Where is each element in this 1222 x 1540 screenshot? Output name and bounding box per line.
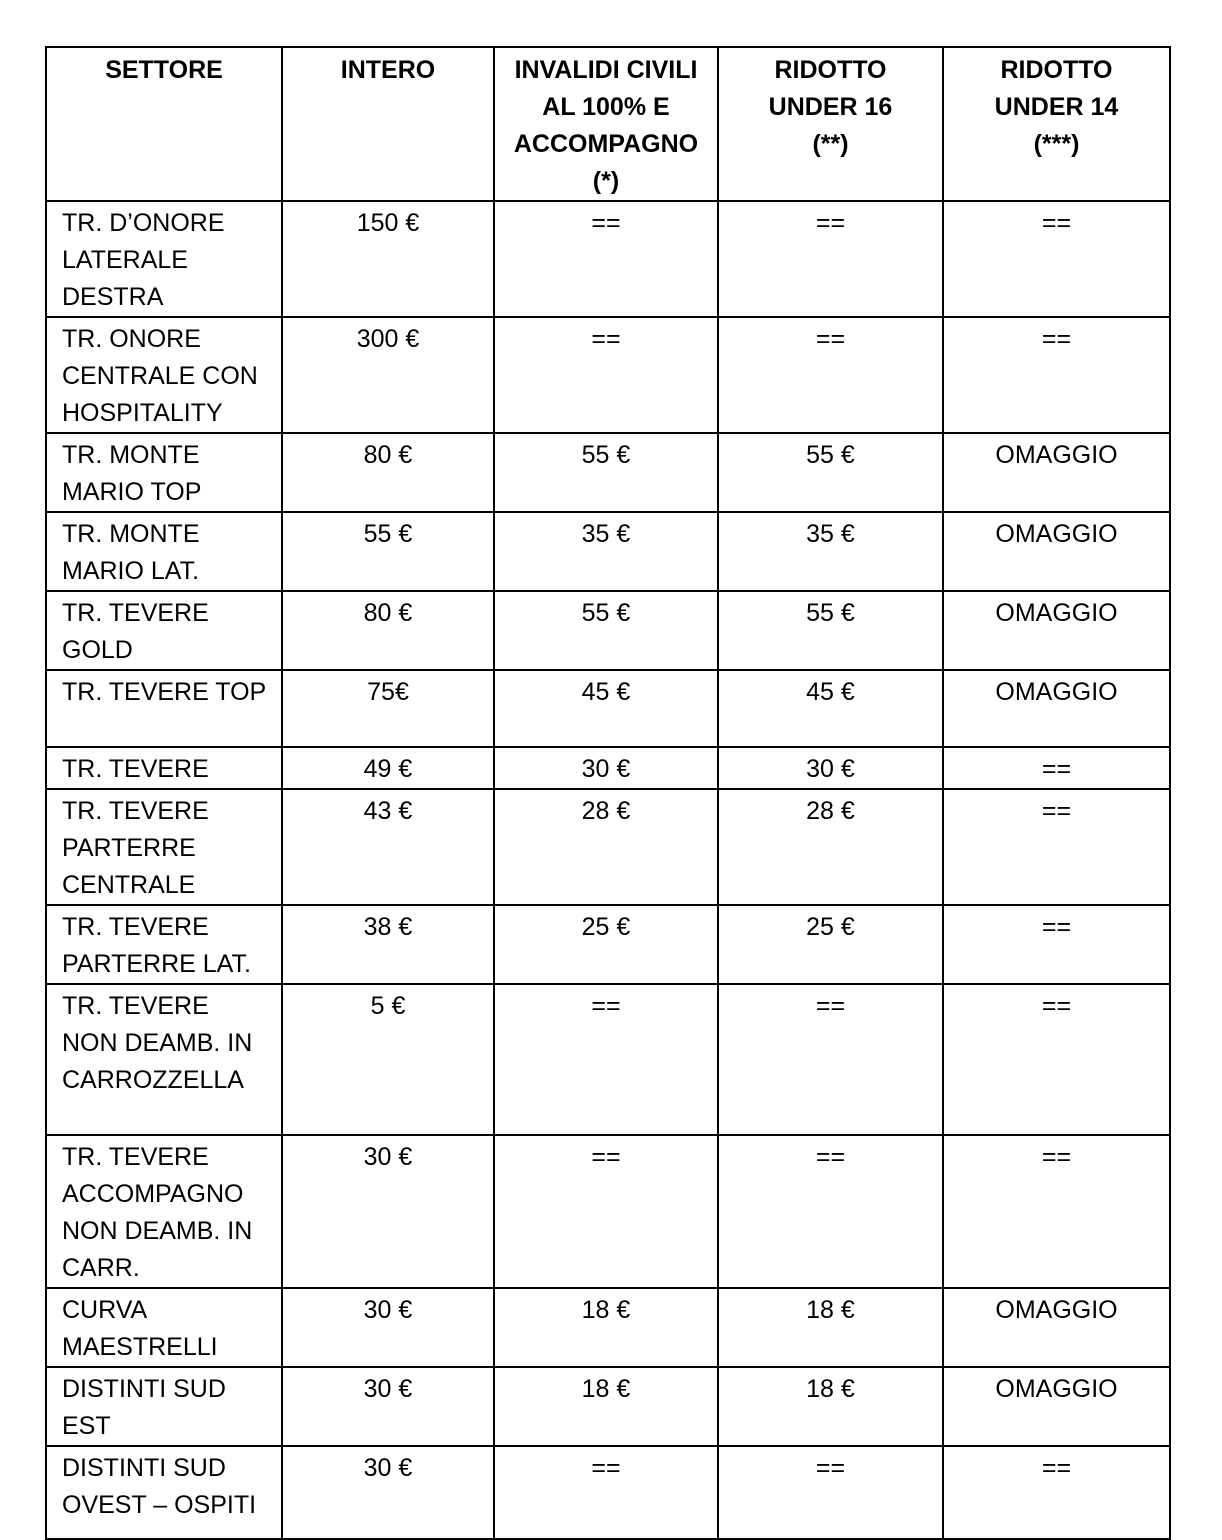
intero-cell: 38 €: [282, 905, 494, 984]
under16-cell: 18 €: [718, 1288, 943, 1367]
intero-cell: 43 €: [282, 789, 494, 905]
under16-cell: 25 €: [718, 905, 943, 984]
intero-cell: 75€: [282, 670, 494, 747]
under14-cell: OMAGGIO: [943, 670, 1170, 747]
under14-cell: ==: [943, 984, 1170, 1135]
intero-cell: 30 €: [282, 1446, 494, 1539]
under14-cell: ==: [943, 747, 1170, 789]
intero-cell: 49 €: [282, 747, 494, 789]
under14-cell: OMAGGIO: [943, 1288, 1170, 1367]
under14-cell: ==: [943, 789, 1170, 905]
table-row: [46, 1446, 1170, 1539]
sector-cell: CURVA MAESTRELLI: [46, 1288, 282, 1367]
table-row: [46, 512, 1170, 591]
table-row: [46, 670, 1170, 747]
sector-cell: TR. TEVERE GOLD: [46, 591, 282, 670]
under14-cell: ==: [943, 1135, 1170, 1288]
under14-cell: OMAGGIO: [943, 591, 1170, 670]
invalidi-cell: ==: [494, 984, 718, 1135]
sector-cell: TR. D’ONORE LATERALE DESTRA: [46, 201, 282, 317]
invalidi-cell: 45 €: [494, 670, 718, 747]
table-row: [46, 201, 1170, 317]
header-invalidi: INVALIDI CIVILI AL 100% E ACCOMPAGNO (*): [494, 47, 718, 201]
invalidi-cell: 55 €: [494, 433, 718, 512]
invalidi-cell: ==: [494, 317, 718, 433]
intero-cell: 30 €: [282, 1135, 494, 1288]
invalidi-cell: ==: [494, 1135, 718, 1288]
invalidi-cell: 18 €: [494, 1288, 718, 1367]
under16-cell: ==: [718, 201, 943, 317]
under14-cell: OMAGGIO: [943, 1367, 1170, 1446]
sector-cell: TR. ONORE CENTRALE CON HOSPITALITY: [46, 317, 282, 433]
intero-cell: 150 €: [282, 201, 494, 317]
under16-cell: ==: [718, 984, 943, 1135]
invalidi-cell: 30 €: [494, 747, 718, 789]
under14-cell: ==: [943, 201, 1170, 317]
intero-cell: 80 €: [282, 433, 494, 512]
header-settore: SETTORE: [46, 47, 282, 201]
under16-cell: ==: [718, 1446, 943, 1539]
invalidi-cell: 28 €: [494, 789, 718, 905]
table-row: [46, 1367, 1170, 1446]
sector-cell: TR. TEVERE PARTERRE CENTRALE: [46, 789, 282, 905]
intero-cell: 30 €: [282, 1367, 494, 1446]
under14-cell: ==: [943, 1446, 1170, 1539]
under16-cell: 45 €: [718, 670, 943, 747]
table-row: [46, 317, 1170, 433]
intero-cell: 30 €: [282, 1288, 494, 1367]
under14-cell: ==: [943, 317, 1170, 433]
under16-cell: ==: [718, 1135, 943, 1288]
invalidi-cell: 35 €: [494, 512, 718, 591]
under16-cell: 18 €: [718, 1367, 943, 1446]
table-row: [46, 591, 1170, 670]
under16-cell: 55 €: [718, 433, 943, 512]
invalidi-cell: 55 €: [494, 591, 718, 670]
sector-cell: TR. TEVERE TOP: [46, 670, 282, 747]
under16-cell: 28 €: [718, 789, 943, 905]
header-intero: INTERO: [282, 47, 494, 201]
intero-cell: 55 €: [282, 512, 494, 591]
table-row: [46, 433, 1170, 512]
invalidi-cell: 18 €: [494, 1367, 718, 1446]
sector-cell: TR. MONTE MARIO TOP: [46, 433, 282, 512]
invalidi-cell: ==: [494, 201, 718, 317]
intero-cell: 80 €: [282, 591, 494, 670]
under14-cell: OMAGGIO: [943, 433, 1170, 512]
ticket-price-table: [45, 46, 1171, 1540]
under16-cell: 30 €: [718, 747, 943, 789]
table-row: [46, 905, 1170, 984]
intero-cell: 300 €: [282, 317, 494, 433]
table-row: [46, 1135, 1170, 1288]
sector-cell: TR. TEVERE: [46, 747, 282, 789]
invalidi-cell: 25 €: [494, 905, 718, 984]
sector-cell: DISTINTI SUD OVEST – OSPITI: [46, 1446, 282, 1539]
under16-cell: 55 €: [718, 591, 943, 670]
under16-cell: ==: [718, 317, 943, 433]
sector-cell: DISTINTI SUD EST: [46, 1367, 282, 1446]
under14-cell: OMAGGIO: [943, 512, 1170, 591]
sector-cell: TR. TEVERE PARTERRE LAT.: [46, 905, 282, 984]
header-row: [46, 47, 1170, 201]
under16-cell: 35 €: [718, 512, 943, 591]
sector-cell: TR. TEVERE ACCOMPAGNO NON DEAMB. IN CARR.: [46, 1135, 282, 1288]
table-row: [46, 747, 1170, 789]
invalidi-cell: ==: [494, 1446, 718, 1539]
header-under14: RIDOTTO UNDER 14 (***): [943, 47, 1170, 201]
table-row: [46, 984, 1170, 1135]
header-under16: RIDOTTO UNDER 16 (**): [718, 47, 943, 201]
under14-cell: ==: [943, 905, 1170, 984]
intero-cell: 5 €: [282, 984, 494, 1135]
table-row: [46, 789, 1170, 905]
sector-cell: TR. MONTE MARIO LAT.: [46, 512, 282, 591]
table-row: [46, 1288, 1170, 1367]
sector-cell: TR. TEVERE NON DEAMB. IN CARROZZELLA: [46, 984, 282, 1135]
